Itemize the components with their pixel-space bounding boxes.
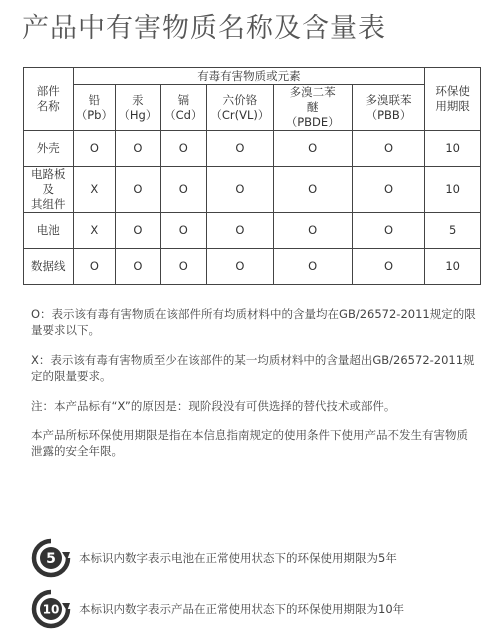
table-row xyxy=(24,131,481,167)
substance-status-cell: O xyxy=(352,167,425,213)
eco-life-header: 环保使 用期限 xyxy=(425,68,481,131)
substance-symbol: （Cr(VL)） xyxy=(210,107,270,122)
part-name-cell: 电路板及 其组件 xyxy=(24,167,74,213)
eco-life-cell: 10 xyxy=(425,248,481,284)
note-x-reason: 注：本产品标有“X”的原因是：现阶段没有可供选择的替代技术或部件。 xyxy=(31,399,396,413)
substance-status-cell: X xyxy=(73,167,116,213)
substance-header xyxy=(116,85,160,131)
substance-name: 六价铬 xyxy=(222,92,258,107)
table-row xyxy=(24,167,481,213)
notes-section xyxy=(31,306,476,473)
eco-life-symbol-battery xyxy=(31,538,397,578)
eco-life-cell: 10 xyxy=(425,131,481,167)
substance-status-cell: O xyxy=(352,212,425,248)
substance-status-cell: O xyxy=(160,131,206,167)
substance-status-cell: O xyxy=(207,212,274,248)
table-row xyxy=(24,248,481,284)
substance-header xyxy=(73,85,116,131)
substance-name: 多溴二苯 醚 xyxy=(289,85,336,115)
symbol-number: 5 xyxy=(46,551,56,567)
substance-symbol: （PBDE） xyxy=(285,114,340,129)
note-o-definition: O：表示该有毒有害物质在该部件所有均质材料中的含量均在GB/26572-2011规定的限量要求以下。 xyxy=(31,307,476,337)
substance-header xyxy=(352,85,425,131)
substance-status-cell: X xyxy=(73,212,116,248)
recycle-arrow-icon xyxy=(31,538,71,578)
substance-status-cell: O xyxy=(273,212,352,248)
substance-status-cell: O xyxy=(207,248,274,284)
note-x-definition: X：表示该有毒有害物质至少在该部件的某一均质材料中的含量超出GB/26572-2011规定的限量要求。 xyxy=(31,353,475,383)
eco-life-cell: 10 xyxy=(425,167,481,213)
substance-status-cell: O xyxy=(352,248,425,284)
recycle-arrow-icon xyxy=(31,589,71,629)
hazardous-substance-table xyxy=(23,67,481,285)
substance-name: 铅 xyxy=(88,92,101,107)
symbol-caption: 本标识内数字表示电池在正常使用状态下的环保使用期限为5年 xyxy=(79,551,397,565)
substance-status-cell: O xyxy=(73,248,116,284)
eco-life-cell: 5 xyxy=(425,212,481,248)
substance-status-cell: O xyxy=(160,212,206,248)
substance-status-cell: O xyxy=(273,167,352,213)
substance-header xyxy=(273,85,352,131)
part-name-header: 部件 名称 xyxy=(24,68,74,131)
substance-status-cell: O xyxy=(116,131,160,167)
substance-name: 汞 xyxy=(132,92,144,107)
symbol-number: 10 xyxy=(42,602,60,617)
substance-symbol: （Pb） xyxy=(75,107,113,122)
substance-status-cell: O xyxy=(207,131,274,167)
substance-name: 镉 xyxy=(177,92,190,107)
part-name-cell: 数据线 xyxy=(24,248,74,284)
substance-name: 多溴联苯 xyxy=(365,92,412,107)
eco-life-symbol-product xyxy=(31,589,404,629)
substance-group-header: 有毒有害物质或元素 xyxy=(73,68,425,85)
substance-status-cell: O xyxy=(116,167,160,213)
substance-status-cell: O xyxy=(273,248,352,284)
symbol-caption: 本标识内数字表示产品在正常使用状态下的环保使用期限为10年 xyxy=(79,602,405,616)
substance-status-cell: O xyxy=(160,167,206,213)
page-title: 产品中有害物质名称及含量表 xyxy=(22,13,386,44)
table-row xyxy=(24,212,481,248)
part-name-cell: 电池 xyxy=(24,212,74,248)
substance-status-cell: O xyxy=(116,212,160,248)
substance-status-cell: O xyxy=(73,131,116,167)
substance-status-cell: O xyxy=(160,248,206,284)
substance-symbol: （Hg） xyxy=(118,107,158,122)
substance-status-cell: O xyxy=(116,248,160,284)
substance-status-cell: O xyxy=(352,131,425,167)
substance-status-cell: O xyxy=(207,167,274,213)
substance-header xyxy=(160,85,206,131)
part-name-cell: 外壳 xyxy=(24,131,74,167)
substance-status-cell: O xyxy=(273,131,352,167)
substance-header xyxy=(207,85,274,131)
substance-symbol: （PBB） xyxy=(365,107,412,122)
substance-symbol: （Cd） xyxy=(164,107,203,122)
note-eco-life-definition: 本产品所标环保使用期限是指在本信息指南规定的使用条件下使用产品不发生有害物质泄露的安全年限。 xyxy=(31,428,468,458)
